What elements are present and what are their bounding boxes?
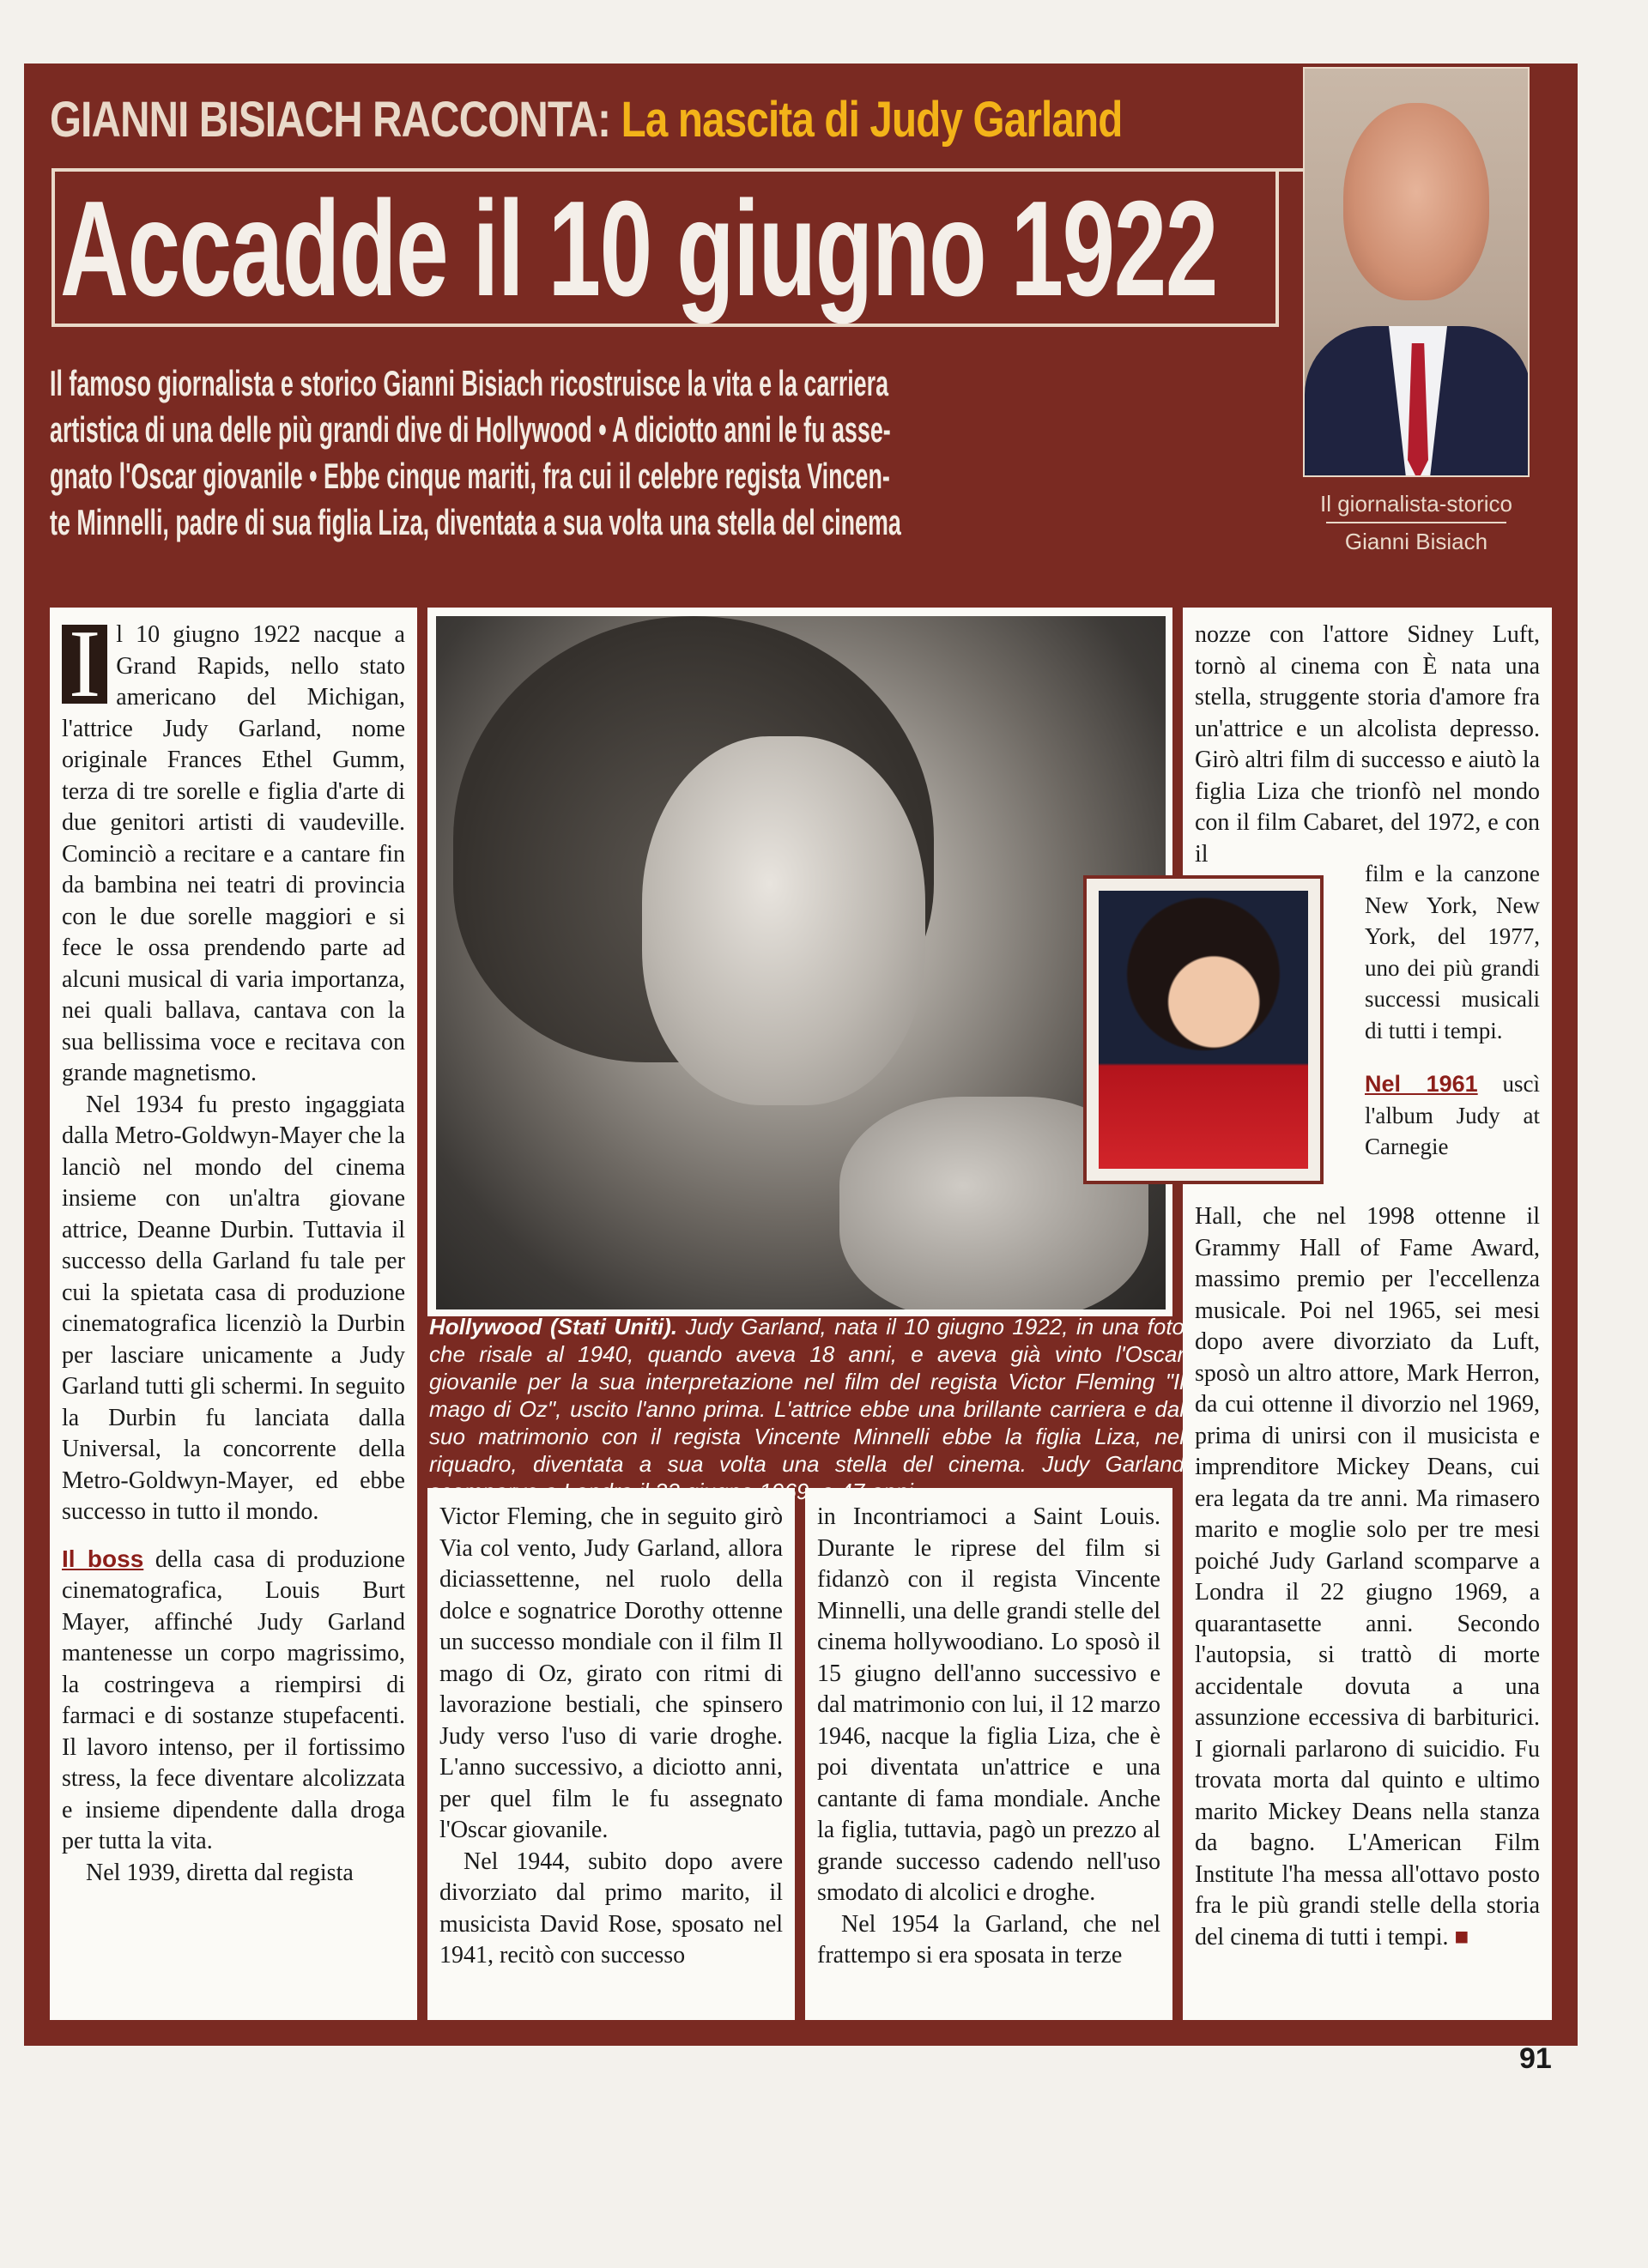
col1-paragraph: Nel 1934 fu presto ingaggiata dalla Metro-Goldwyn-Mayer che la lanciò nel mondo del cinema insieme con un'altra giovane attrice, Deanne Durbin. Tuttavia il successo della Garland fu tale per cui la spietata casa di produzione cinematografica licenziò la Durbin per lasciare unicamente a Judy Garland tutti gli schermi. In seguito la Durbin fu lanciata dalla Universal, la concorrente della Metro-Goldwyn-Mayer, ed ebbe successo in tutto il mondo.: [62, 1091, 405, 1525]
column-4-bottom: [1195, 1201, 1540, 1953]
col1-paragraph: l 10 giugno 1922 nacque a Grand Rapids, nello stato americano del Michigan, l'attrice Judy Garland, nome originale Frances Ethel Gumm, terza di tre sorelle e figlia d'arte di due genitori artisti di vaudeville. Cominciò a recitare e a cantare fin da bambina nei teatri di provincia con le due sorelle maggiori e si fece le ossa prendendo parte ad alcuni musical di varia importanza, nei quali ballava, cantava con la sua bellissima voce e recitava con grande magnetismo.: [62, 621, 405, 1086]
column-1: [62, 611, 405, 1889]
end-mark: ■: [1454, 1923, 1469, 1950]
portrait-caption-role: Il giornalista-storico: [1320, 491, 1512, 517]
photo-caption: [429, 1313, 1184, 1505]
deck-line: artistica di una delle più grandi dive di Hollywood • A diciotto anni le fu asse-: [50, 409, 891, 450]
kicker: [50, 82, 1123, 159]
portrait-caption-name: Gianni Bisiach: [1344, 529, 1488, 554]
deck-line: te Minnelli, padre di sua figlia Liza, diventata a sua volta una stella del cinema: [50, 502, 901, 542]
kicker-author: GIANNI BISIACH RACCONTA:: [50, 92, 611, 148]
caption-place: Hollywood (Stati Uniti).: [429, 1314, 678, 1340]
col1-paragraph: della casa di produzione cinematografica, Louis Burt Mayer, affinché Judy Garland mantenesse un corpo magrissimo, la costringeva a riempirsi di farmaci e di sostanze stupefacenti. Il lavoro intenso, per il fortissimo stress, la fece diventare alcolizzata e insieme dipendente dalla droga per tutta la vita.: [62, 1545, 405, 1854]
deck: [50, 360, 1291, 546]
col4-paragraph: nozze con l'attore Sidney Luft, tornò al cinema con È nata una stella, struggente storia d'amore fra un'attrice e un alcolista depresso. Girò altri film di successo e aiutò la figlia Liza che trionfò nel mondo con il film Cabaret, del 1972, e con il: [1195, 621, 1540, 868]
column-3: [817, 1502, 1160, 1972]
col3-paragraph: Nel 1954 la Garland, che nel frattempo si era sposata in terze: [817, 1910, 1160, 1969]
judy-garland-photo: [436, 616, 1166, 1309]
page-number: 91: [1519, 2042, 1552, 2075]
column-4-top: [1195, 620, 1540, 870]
column-4-wrap: [1365, 858, 1540, 1163]
deck-line: gnato l'Oscar giovanile • Ebbe cinque mariti, fra cui il celebre regista Vincen-: [50, 456, 890, 496]
col1-paragraph: Nel 1939, diretta dal regista: [86, 1859, 354, 1886]
deck-line: Il famoso giornalista e storico Gianni Bisiach ricostruisce la vita e la carriera: [50, 363, 889, 403]
col4-paragraph: film e la canzone New York, New York, del 1977, uno dei più grandi successi musicali di tutti i tempi.: [1365, 861, 1540, 1043]
col2-paragraph: Victor Fleming, che in seguito girò Via col vento, Judy Garland, allora diciassettenne, nel ruolo della dolce e sognatrice Dorothy ottenne un successo mondiale con il film Il mago di Oz, girato con ritmi di lavorazione bestiali, che spinsero Judy verso l'uso di varie droghe. L'anno successivo, a diciotto anni, per quel film le fu assegnato l'Oscar giovanile.: [439, 1503, 783, 1843]
drop-cap: I: [62, 625, 107, 704]
col2-paragraph: Nel 1944, subito dopo avere divorziato dal primo marito, il musicista David Rose, sposato nel 1941, recitò con successo: [439, 1848, 783, 1969]
lead-in-boss: Il boss: [62, 1545, 144, 1572]
column-2: [439, 1502, 783, 1972]
author-portrait: [1303, 67, 1530, 477]
liza-minnelli-inset-photo: [1083, 875, 1324, 1184]
col4-paragraph: Hall, che nel 1998 ottenne il Grammy Hall of Fame Award, massimo premio per l'eccellenza musicale. Poi nel 1965, sei mesi dopo avere divorziato da Luft, sposò un altro attore, Mark Herron, da cui ottenne il divorzio nel 1969, prima di unirsi con il musicista e imprenditore Mickey Deans, cui era legata da tre anni. Ma rimasero marito e moglie solo per tre mesi poiché Judy Garland scomparve a Londra il 22 giugno 1969, a quarantasette anni. Secondo l'autopsia, si trattò di morte accidentale dovuta a una assunzione eccessiva di barbiturici. I giornali parlarono di suicidio. Fu trovata morta dal quinto e ultimo marito Mickey Deans nella stanza da bagno. L'American Film Institute l'ha messa all'ottavo posto fra le più grandi stelle della storia del cinema di tutti i tempi.: [1195, 1203, 1540, 1950]
lead-in-1961: Nel 1961: [1365, 1071, 1478, 1097]
page-title: Accadde il 10 giugno 1922: [60, 173, 1217, 324]
col3-paragraph: in Incontriamoci a Saint Louis. Durante le riprese del film si fidanzò con il regista Vincente Minnelli, una delle grandi stelle del cinema hollywoodiano. Lo sposò il 15 giugno dell'anno successivo e dal matrimonio con lui, il 12 marzo 1946, nacque la figlia Liza, che è poi diventata un'attrice e una cantante di fama mondiale. Anche la figlia, tuttavia, pagò un prezzo al grande successo cadendo nell'uso smodato di alcolici e droghe.: [817, 1503, 1160, 1906]
kicker-topic: La nascita di Judy Garland: [621, 92, 1123, 148]
col4-paragraph: uscì l'album Judy at Carnegie: [1365, 1071, 1540, 1159]
caption-text: Judy Garland, nata il 10 giugno 1922, in una foto che risale al 1940, quando aveva 18 anni, e aveva già vinto l'Oscar giovanile per la sua interpretazione nel film del regista Victor Fleming "Il mago di Oz", uscito l'anno prima. L'attrice ebbe una brillante carriera e dal suo matrimonio con il regista Vincente Minnelli ebbe la figlia Liza, nel riquadro, diventata a sua volta una stella del cinema. Judy Garland scomparve a Londra il 22 giugno 1969, a 47 anni.: [429, 1314, 1184, 1504]
portrait-caption: [1292, 489, 1541, 556]
